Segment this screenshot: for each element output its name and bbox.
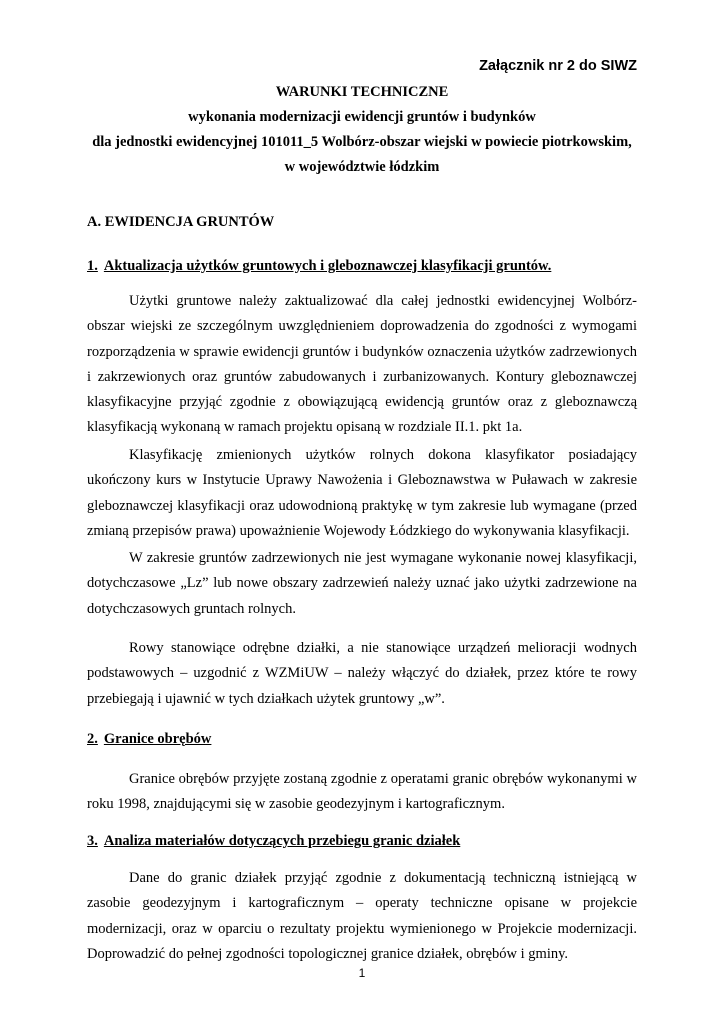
section-3-paragraph-1: Dane do granic działek przyjąć zgodnie z dokumentacją techniczną istniejącą w zasobie geodezyjnym i kartograficznym – operaty techniczne opisane w projekcie modernizacji, oraz w oparciu o rezultaty projektu wymienionego w Projekcie modernizacji. Doprowadzić do pełnej zgodności topologicznej granice działek, obrębów i gminy. bbox=[87, 870, 637, 962]
section-1-paragraph-4: Rowy stanowiące odrębne działki, a nie stanowiące urządzeń melioracji wodnych podstawowych – uzgodnić z WZMiUW – należy włączyć do działek, przez które te rowy przebiegają i ujawnić w tych działkach użytek gruntowy „w”. bbox=[87, 640, 637, 707]
section-1-paragraph-1: Użytki gruntowe należy zaktualizować dla całej jednostki ewidencyjnej Wolbórz-obszar wiejski ze szczególnym uwzględnieniem doprowadzenia do zgodności z wymogami rozporządzenia w sprawie ewidencji gruntów i budynków oznaczenia użytków zadrzewionych i zakrzewionych oraz gruntów zabudowanych i zurbanizowanych. Kontury gleboznawczej klasyfikacyjne przyjąć zgodnie z obowiązującą ewidencją gruntów oraz z gleboznawczą klasyfikacją wykonaną w ramach projektu opisaną w rozdziale II.1. pkt 1a. bbox=[87, 293, 637, 436]
section-1-paragraph-2: Klasyfikację zmienionych użytków rolnych dokona klasyfikator posiadający ukończony kurs w Instytucie Uprawy Nawożenia i Gleboznawstwa w Puławach w zakresie gleboznawczej klasyfikacji oraz udowodnioną praktykę w tym zakresie lub wymagane (przed zmianą przepisów prawa) upoważnienie Wojewody Łódzkiego do wykonywania klasyfikacji. bbox=[87, 447, 637, 539]
section-3-number: 3. bbox=[87, 833, 98, 849]
section-3-title: Analiza materiałów dotyczących przebiegu granic działek bbox=[103, 833, 461, 849]
title-line-3: dla jednostki ewidencyjnej 101011_5 Wolbórz-obszar wiejski w powiecie piotrkowskim, bbox=[92, 134, 632, 150]
attachment-label: Załącznik nr 2 do SIWZ bbox=[479, 58, 637, 74]
section-1-title: Aktualizacja użytków gruntowych i gleboznawczej klasyfikacji gruntów. bbox=[103, 258, 552, 274]
section-1-heading bbox=[87, 258, 551, 275]
section-1-paragraph-3: W zakresie gruntów zadrzewionych nie jest wymagane wykonanie nowej klasyfikacji, dotychczasowe „Lz” lub nowe obszary zadrzewień należy uznać jako użytki zadrzewione na dotychczasowych gruntach rolnych. bbox=[87, 550, 637, 617]
title-line-1: WARUNKI TECHNICZNE bbox=[275, 84, 449, 100]
title-line-4: w województwie łódzkim bbox=[284, 159, 440, 175]
section-2-number: 2. bbox=[87, 731, 98, 747]
document-title bbox=[60, 80, 664, 180]
section-1-number: 1. bbox=[87, 258, 98, 274]
section-a-heading: A. EWIDENCJA GRUNTÓW bbox=[87, 214, 275, 230]
section-2-heading bbox=[87, 731, 211, 748]
page-number: 1 bbox=[358, 966, 366, 980]
section-3-heading bbox=[87, 833, 460, 850]
title-line-2: wykonania modernizacji ewidencji gruntów i budynków bbox=[188, 109, 536, 125]
section-2-paragraph-1: Granice obrębów przyjęte zostaną zgodnie z operatami granic obrębów wykonanymi w roku 1998, znajdującymi się w zasobie geodezyjnym i kartograficznym. bbox=[87, 771, 637, 813]
section-2-title: Granice obrębów bbox=[103, 731, 212, 747]
